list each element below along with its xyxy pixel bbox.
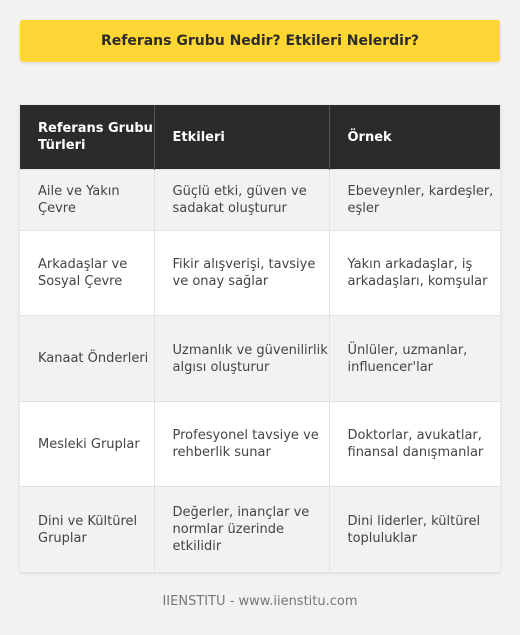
table-row <box>20 487 500 573</box>
table-row <box>20 316 500 402</box>
cell-effect: Uzmanlık ve güvenilirlik algısı oluşturur <box>154 316 329 402</box>
cell-group-type: Dini ve Kültürel Gruplar <box>20 487 154 573</box>
cell-example: Ebeveynler, kardeşler, eşler <box>329 170 500 231</box>
header-example: Örnek <box>329 105 500 170</box>
header-effects: Etkileri <box>154 105 329 170</box>
cell-example: Dini liderler, kültürel topluluklar <box>329 487 500 573</box>
page-title: Referans Grubu Nedir? Etkileri Nelerdir? <box>100 33 420 49</box>
reference-groups-table <box>20 105 500 572</box>
cell-group-type: Aile ve Yakın Çevre <box>20 170 154 231</box>
title-banner <box>20 20 500 62</box>
table-row <box>20 170 500 231</box>
cell-effect: Fikir alışverişi, tavsiye ve onay sağlar <box>154 231 329 316</box>
cell-effect: Güçlü etki, güven ve sadakat oluşturur <box>154 170 329 231</box>
header-reference-group-types: Referans Grubu Türleri <box>20 105 154 170</box>
table-header-row <box>20 105 500 170</box>
cell-group-type: Arkadaşlar ve Sosyal Çevre <box>20 231 154 316</box>
cell-example: Doktorlar, avukatlar, finansal danışmanlar <box>329 402 500 487</box>
cell-effect: Profesyonel tavsiye ve rehberlik sunar <box>154 402 329 487</box>
table-row <box>20 231 500 316</box>
cell-group-type: Kanaat Önderleri <box>20 316 154 402</box>
cell-example: Ünlüler, uzmanlar, influencer'lar <box>329 316 500 402</box>
cell-example: Yakın arkadaşlar, iş arkadaşları, komşular <box>329 231 500 316</box>
table-row <box>20 402 500 487</box>
footer-credit: IIENSTITU - www.iienstitu.com <box>162 594 358 609</box>
cell-group-type: Mesleki Gruplar <box>20 402 154 487</box>
cell-effect: Değerler, inançlar ve normlar üzerinde etkilidir <box>154 487 329 573</box>
